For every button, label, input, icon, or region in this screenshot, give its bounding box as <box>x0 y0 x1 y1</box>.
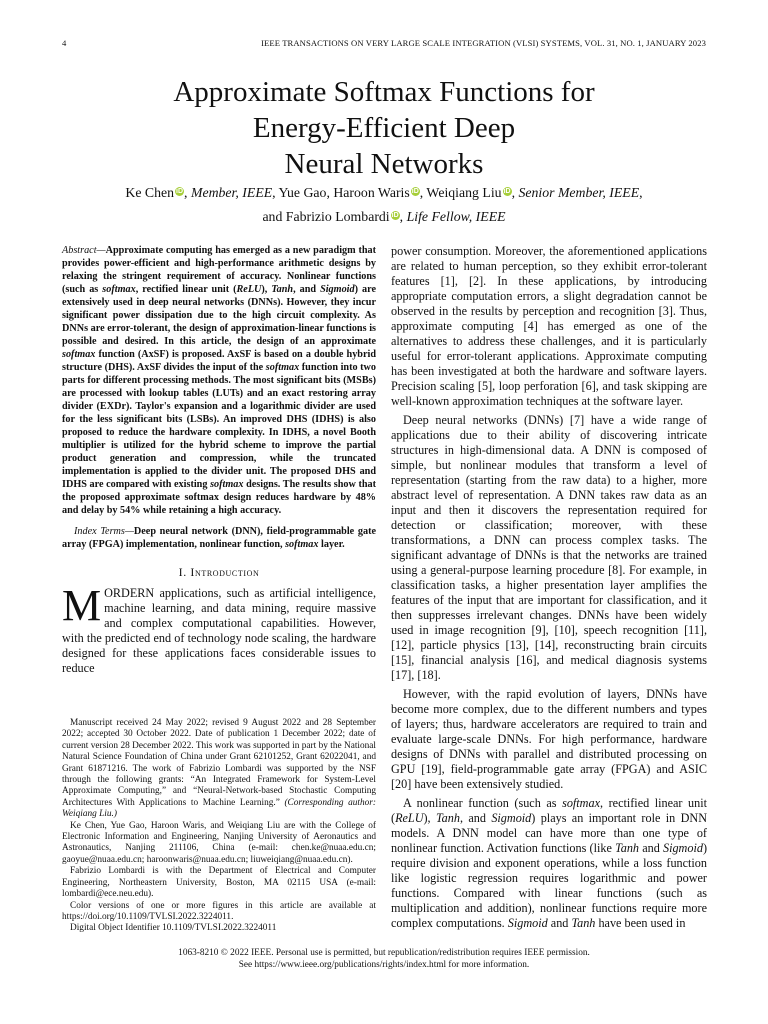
orcid-icon[interactable]: iD <box>176 188 184 195</box>
introduction-paragraph: MORDERN applications, such as artificial intelligence, machine learning, and data mining, require massive and complex computational capabilities. However, with the predicted end of technology node scaling, the hardware designed for these applications faces considerable issues to reduce <box>62 581 376 675</box>
first-page-footnote <box>62 718 376 935</box>
body-paragraph: Deep neural networks (DNNs) [7] have a wide range of applications due to their ability of discovering intricate structures in high-dimensional data. A DNN is composed of simple, but nonlinear modules that transform a level of representation (starting from the raw data) to a higher, more abstract level of representation. A DNN takes raw data as an input and then it discovers the representation required for detection or classification; moreover, with these transformations, a DNN can process complex tasks. The significant advantage of DNNs is that the networks are trained using a general-purpose learning procedure [8]. For example, in classification tasks, a higher presentation layer amplifies the features of the input that are important for classification, and it then suppresses irrelevant changes. DNNs have been widely used in image recognition [9], [10], speech recognition [11], [12], particle physics [13], [14], reconstructing brain circuits [15], financial analysis [16], and medical diagnosis systems [17], [18]. <box>391 413 707 682</box>
author-role: Member, IEEE <box>190 185 273 200</box>
paper-title <box>0 74 768 182</box>
author-line-1: Ke Chen iD, Member, IEEE, Yue Gao, Haroon Waris iD, Weiqiang Liu iD, Senior Member, IEEE, <box>125 185 643 200</box>
orcid-icon[interactable]: iD <box>411 188 419 195</box>
index-terms: Index Terms—Deep neural network (DNN), field-programmable gate array (FPGA) implementation, nonlinear function, softmax layer. <box>62 526 376 550</box>
section-heading-introduction: I. Introduction <box>178 565 260 579</box>
orcid-icon[interactable]: iD <box>503 188 511 195</box>
left-column <box>62 244 376 676</box>
author-line-2: and Fabrizio Lombardi iD, Life Fellow, IEEE <box>262 209 506 224</box>
author-role: Life Fellow, IEEE <box>406 209 506 224</box>
drop-cap: M <box>62 581 102 630</box>
author-weiqiang-liu: , Weiqiang Liu <box>419 185 502 200</box>
affiliation-2: Fabrizio Lombardi is with the Department of Electrical and Computer Engineering, Northeastern University, Boston, MA 02115 USA (e-mail: lombardi@ece.neu.edu). <box>62 866 376 900</box>
author-list <box>0 181 768 229</box>
body-paragraph: power consumption. Moreover, the aforementioned applications are related to human perception, so they exhibit error-tolerant features [1], [2]. In these applications, by introducing appropriate computation errors, a slight degradation cannot be observed in the results by perception and recognition [3]. Thus, approximate computing [4] has emerged as one of the alternatives to address these challenges, and it is particularly useful for error-tolerant applications. Approximate computing has been investigated at both the hardware and software layers. Precision scaling [5], loop perforation [6], and task skipping are well-known approximation techniques at the software layer. <box>391 244 707 408</box>
author-names: , Yue Gao, Haroon Waris <box>272 185 410 200</box>
right-column <box>391 244 707 935</box>
affiliation-1: Ke Chen, Yue Gao, Haroon Waris, and Weiqiang Liu are with the College of Electronic Information and Engineering, Nanjing University of Aeronautics and Astronautics, Nanjing 211106, China (e-mail: chen.ke@nuaa.edu.cn; gaoyue@nuaa.edu.cn; haroonwaris@nuaa.edu.cn; liuweiqiang@nuaa.edu.cn). <box>62 820 376 865</box>
manuscript-info: Manuscript received 24 May 2022; revised 9 August 2022 and 28 September 2022; accepted 30 October 2022. Date of publication 1 December 2022; date of current version 28 December 2022. This work was supported in part by the National Natural Science Foundation of China under Grant 62101252, Grant 62022041, and Grant 61871216. The work of Fabrizio Lombardi was supported by the NSF through the following grants: “An Integrated Framework for System-Level Approximate Computing,” and “Neural-Network-based Stochastic Computing Architectures With Applications to Machine Learning.” (Corresponding author: Weiqiang Liu.) <box>62 718 376 820</box>
author-role: Senior Member, IEEE <box>518 185 640 200</box>
right-column-body <box>391 244 707 931</box>
running-header <box>62 38 706 52</box>
body-paragraph: However, with the rapid evolution of layers, DNNs have become more complex, due to the different numbers and types of layers; thus, hardware accelerators are required to train and evaluate large-scale DNNs. For high performance, hardware designs of DNNs with parallel and distributed processing on GPU [19], field-programmable gate array (FPGA) and ASIC [20] have been extensively studied. <box>391 687 707 791</box>
title-line-1: Approximate Softmax Functions for <box>173 76 595 108</box>
title-line-2: Energy-Efficient Deep <box>252 112 516 144</box>
color-versions-note: Color versions of one or more figures in this article are available at https://doi.org/10.1109/TVLSI.2022.3224011. <box>62 900 376 922</box>
copyright-notice <box>0 947 768 971</box>
author-ke-chen: Ke Chen <box>125 185 175 200</box>
copyright-line-2: See https://www.ieee.org/publications/rights/index.html for more information. <box>238 960 530 970</box>
copyright-line-1: 1063-8210 © 2022 IEEE. Personal use is permitted, but republication/redistribution requires IEEE permission. <box>178 948 590 958</box>
journal-name: IEEE TRANSACTIONS ON VERY LARGE SCALE INTEGRATION (VLSI) SYSTEMS, VOL. 31, NO. 1, JANUARY 2023 <box>261 38 706 48</box>
page-number: 4 <box>62 38 67 48</box>
abstract: Abstract—Approximate computing has emerged as a new paradigm that provides power-efficient and high-performance arithmetic designs by relaxing the stringent requirement of accuracy. Nonlinear functions (such as softmax, rectified linear unit (ReLU), Tanh, and Sigmoid) are extensively used in deep neural networks (DNNs). However, they incur significant power dissipation due to the high circuit complexity. As DNNs are error-tolerant, the design of approximation-linear functions is possible and desired. In this article, the design of an approximate softmax function (AxSF) is proposed. AxSF is based on a double hybrid structure (DHS). AxSF divides the input of the softmax function into two parts for different processing methods. The most significant bits (MSBs) are processed with lookup tables (LUTs) and an exact restoring array divider (EXDr). Taylor's expansion and a logarithmic divider are used for the less significant bits (LSBs). An improved DHS (IDHS) is also proposed to reduce the hardware complexity. In IDHS, a novel Booth multiplier is utilized for the hybrid scheme to improve the partial product generation and compression, while the truncated implementation is applied to the divider unit. The proposed DHS and IDHS are compared with existing softmax designs. The results show that the proposed approximate softmax design reduces hardware by 48% and delay by 54% while retaining a high accuracy. <box>62 245 376 516</box>
body-paragraph: A nonlinear function (such as softmax, rectified linear unit (ReLU), Tanh, and Sigmoid) plays an important role in DNN models. A DNN model can have more than one type of nonlinear function. Activation functions (like Tanh and Sigmoid) require division and exponent operations, while a loss function like logistic regression requires logarithmic and power functions. Compared with linear functions (such as multiplication and addition), nonlinear functions require more complex computations. Sigmoid and Tanh have been used in <box>391 796 707 930</box>
author-fabrizio-lombardi: and Fabrizio Lombardi <box>262 209 390 224</box>
title-line-3: Neural Networks <box>284 148 484 180</box>
orcid-icon[interactable]: iD <box>391 212 399 219</box>
doi-identifier: Digital Object Identifier 10.1109/TVLSI.2022.3224011 <box>70 923 277 934</box>
